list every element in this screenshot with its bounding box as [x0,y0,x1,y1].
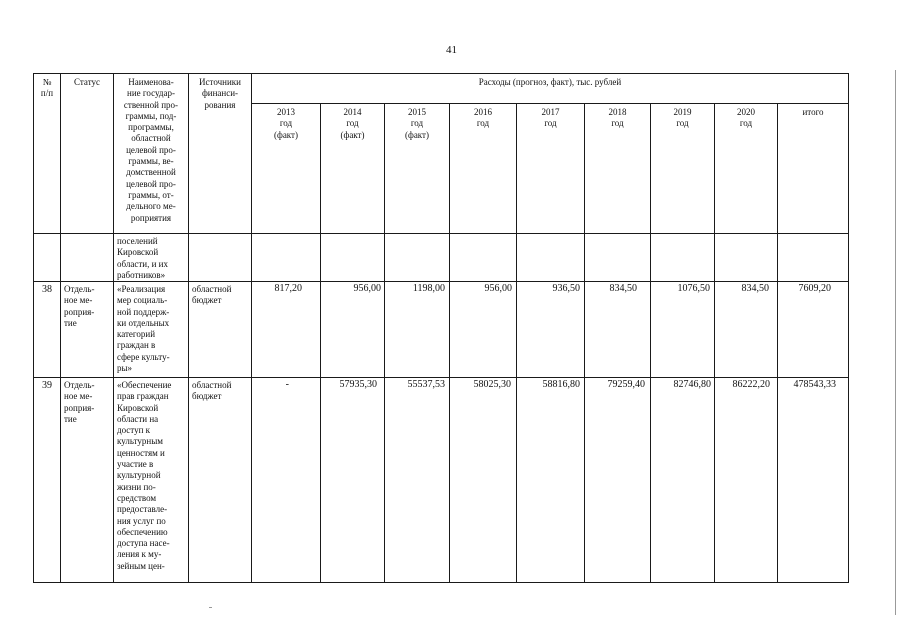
col-border [449,103,450,583]
scan-edge-line [895,70,896,615]
row-38-value-2020: 834,50 [741,283,769,294]
row-38-value-total: 7609,20 [798,283,831,294]
row-39-name: «Обеспечение прав граждан Кировской области на доступ к культурным ценностям и участие в культурной жизни по- средством предоставле- ния услуг по обеспечению доступа насе- ления к му- зейным цен- [117,380,172,571]
row-38-source: областной бюджет [192,284,232,306]
header-year-2015: 2015 год (факт) [404,107,429,140]
header-bottom-rule [33,233,849,234]
header-year-2016: 2016 год [474,107,492,129]
header-status: Статус [74,77,100,87]
row-39-value-2020: 86222,20 [732,379,770,390]
col-border [584,103,585,583]
header-year-2017: 2017 год [541,107,560,129]
continuation-name: поселений Кировской области, и их работников» [117,236,168,280]
header-sources: Источники финанси- рования [199,77,241,110]
header-year-2014: 2014 год (факт) [340,107,365,140]
row-39-value-2013: - [285,379,289,390]
col-border [777,103,778,583]
row-39-num: 39 [42,380,52,391]
scan-speck [209,607,212,608]
table-bottom-border [33,582,849,583]
col-border [60,73,61,583]
header-total: итого [802,107,824,117]
row-39-value-2018: 79259,40 [607,379,645,390]
row-38-value-2016: 956,00 [484,283,512,294]
header-num: № п/п [40,77,54,99]
header-name: Наименова- ние государ- ственной про- граммы, под- программы, областной целевой про- граммы, ве- домственной целевой про- граммы, от- дельного ме- роприятия [123,77,179,223]
col-border [320,103,321,583]
header-year-2018: 2018 год [608,107,627,129]
header-year-2013: 2013 год (факт) [273,107,298,140]
row-38-value-2013: 817,20 [274,283,302,294]
row-38-value-2014: 956,00 [353,283,381,294]
row-39-status: Отдель- ное ме- роприя- тие [64,380,95,424]
years-header-rule [251,103,849,104]
row-38-value-2019: 1076,50 [677,283,710,294]
col-border [714,103,715,583]
row-39-value-2017: 58816,80 [542,379,580,390]
col-border [848,73,849,583]
row-39-top-rule [33,377,849,378]
header-year-2019: 2019 год [673,107,692,129]
header-year-2020: 2020 год [737,107,755,129]
row-39-value-2014: 57935,30 [339,379,377,390]
col-border [251,73,252,583]
row-39-source: областной бюджет [192,380,232,402]
col-border [384,103,385,583]
row-38-value-2015: 1198,00 [412,283,445,294]
col-border [188,73,189,583]
row-38-name: «Реализация мер социаль- ной поддерж- ки отдельных категорий граждан в сфере культу- ры» [117,284,170,374]
table-top-border [33,73,849,74]
row-39-value-total: 478543,33 [793,379,836,390]
row-38-value-2017: 936,50 [552,283,580,294]
row-38-num: 38 [42,284,52,295]
row-39-value-2015: 55537,53 [407,379,445,390]
row-38-status: Отдель- ное ме- роприя- тие [64,284,95,328]
header-expenses: Расходы (прогноз, факт), тыс. рублей [478,77,622,87]
row-39-value-2016: 58025,30 [473,379,511,390]
page-number: 41 [446,44,457,56]
col-border [33,73,34,583]
col-border [516,103,517,583]
col-border [650,103,651,583]
row-39-value-2019: 82746,80 [673,379,711,390]
row-38-value-2018: 834,50 [609,283,637,294]
